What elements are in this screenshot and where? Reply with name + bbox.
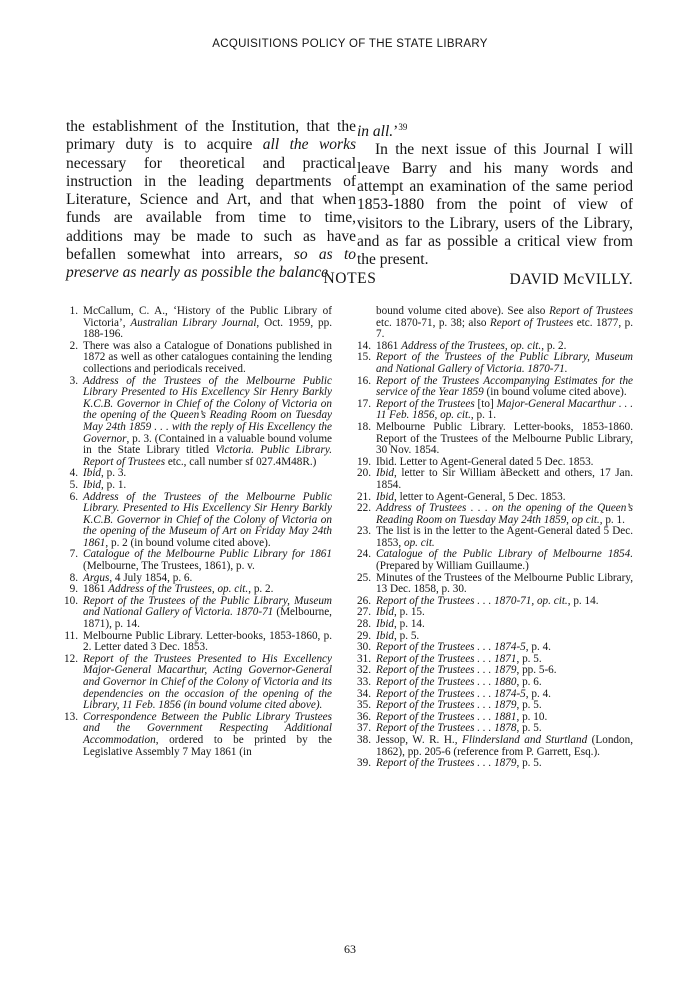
note-number: 24. [357, 548, 371, 561]
note-number: 38. [357, 733, 371, 746]
notes-right-column [357, 306, 633, 770]
note-number: 17. [357, 397, 371, 410]
note-text: McCallum, C. A., ‘History of the Public Library of Victoria’, Australian Library Journal, Oct. 1959, pp. 188-196. [83, 305, 332, 341]
note-number: 23. [357, 525, 371, 538]
note-item [357, 352, 633, 375]
note-text: Ibid, letter to Agent-General, 5 Dec. 1853. [376, 490, 566, 503]
note-number: 35. [357, 699, 371, 712]
note-text: 1861 Address of the Trustees, op. cit., p. 2. [376, 339, 567, 352]
note-number: 6. [69, 490, 78, 503]
note-text: The list is in the letter to the Agent-General dated 5 Dec. 1853, op. cit. [376, 525, 633, 549]
note-text: Ibid, p. 14. [376, 618, 425, 631]
note-text: Report of the Trustees . . . 1879, p. 5. [376, 699, 542, 712]
note-text: There was also a Catalogue of Donations published in 1872 as well as other catalogues containing the lending collections and periodicals received. [83, 339, 332, 375]
note-text: Melbourne Public Library. Letter-books, 1853-1860. Report of the Trustees of the Melbourne Public Library, 30 Nov. 1854. [376, 420, 633, 457]
note-text: Minutes of the Trustees of the Melbourne Public Library, 13 Dec. 1858, p. 30. [376, 571, 633, 596]
note-number: 27. [357, 606, 371, 619]
note-text: 1861 Address of the Trustees, op. cit., p. 2. [83, 583, 274, 596]
note-number: 13. [64, 710, 78, 723]
body-text-left-column [66, 118, 356, 283]
note-text: Ibid, p. 15. [376, 606, 425, 619]
note-text: Report of the Trustees of the Public Library, Museum and National Gallery of Victoria. 1870-71 (Melbourne, 1871), p. 14. [83, 594, 332, 631]
note-item [64, 712, 332, 758]
body-paragraph-closing: In the next issue of this Journal I will leave Barry and his many words and attempt an examination of the same period 1853-1880 from the point of view of visitors to the Library, users of the Library, and as far as possible a critical view from the present. [357, 141, 633, 269]
note-text: Ibid, letter to Sir William àBeckett and others, 17 Jan. 1854. [376, 467, 633, 491]
note-item [357, 503, 633, 526]
note-number: 25. [357, 571, 371, 584]
note-item [64, 631, 332, 654]
note-number: 15. [357, 351, 371, 364]
note-text: Report of the Trustees of the Public Library, Museum and National Gallery of Victoria. 1870-71. [376, 351, 633, 375]
note-number: 8. [69, 571, 78, 584]
note-number: 7. [69, 548, 78, 561]
note-item [64, 492, 332, 550]
note-number: 2. [69, 339, 78, 352]
note-number: 39. [357, 757, 371, 770]
note-number: 12. [64, 652, 78, 665]
note-item [357, 399, 633, 422]
running-header: ACQUISITIONS POLICY OF THE STATE LIBRARY [212, 38, 488, 50]
note-text: Catalogue of the Public Library of Melbourne 1854. (Prepared by William Guillaume.) [376, 548, 633, 573]
note-number: 5. [69, 478, 78, 491]
note-item [64, 376, 332, 469]
note-item [357, 422, 633, 457]
author-signature: DAVID McVILLY. [509, 270, 633, 288]
note-number: 14. [357, 339, 371, 352]
note-number: 36. [357, 710, 371, 723]
note-text: Ibid, p. 1. [83, 478, 127, 491]
note-number: 33. [357, 676, 371, 688]
note-number: 28. [357, 618, 371, 631]
note-item [357, 735, 633, 758]
body-paragraph-continued: the establishment of the Institution, that the primary duty is to acquire all the works necessary for theoretical and practical instruction in the leading departments of Literature, Science and Art, and that when funds are available from time to time, additions may be made to such as have befallen somewhat into arrears, so as to preserve as nearly as possible the balance [66, 118, 357, 282]
note-text: Report of the Trustees Accompanying Estimates for the service of the Year 1859 (in bound volume cited above). [376, 374, 633, 399]
note-text: Report of the Trustees [to] Major-General Macarthur . . . 11 Feb. 1856, op. cit., p. 1. [376, 397, 634, 422]
note-number: 34. [357, 687, 371, 700]
note-text: Report of the Trustees . . . 1879, p. 5. [376, 757, 542, 770]
note-item [357, 758, 633, 770]
note-number: 1. [69, 305, 78, 317]
note-text: Report of the Trustees . . . 1879, pp. 5-6. [376, 664, 557, 677]
note-text: Report of the Trustees . . . 1881, p. 10. [376, 710, 548, 723]
note-number: 22. [357, 502, 371, 515]
note-number: 4. [69, 467, 78, 480]
note-item [357, 468, 633, 491]
note-number: 29. [357, 629, 371, 642]
note-item [64, 596, 332, 631]
body-paragraph-end: in all.’$^{39}$ [357, 122, 408, 141]
page-number: 63 [344, 942, 356, 956]
note-text: Jessop, W. R. H., Flindersland and Sturtland (London, 1862), pp. 205-6 (reference from P. Garrett, Esq.). [376, 733, 634, 758]
note-text: Ibid. Letter to Agent-General dated 5 Dec. 1853. [376, 455, 594, 468]
body-text-right-column [357, 118, 633, 289]
note-item [64, 654, 332, 712]
note-text: Catalogue of the Melbourne Public Library for 1861 (Melbourne, The Trustees, 1861), p. v. [83, 548, 332, 573]
note-item [357, 526, 633, 549]
note-text: bound volume cited above). See also Report of Trustees etc. 1870-71, p. 38; also Report of Trustees etc. 1877, p. 7. [376, 305, 633, 341]
note-number: 30. [357, 641, 371, 654]
note-item [64, 549, 332, 572]
note-number: 16. [357, 374, 371, 387]
note-text: Correspondence Between the Public Library Trustees and the Government Respecting Additional Accommodation, ordered to be printed by the Legislative Assembly 7 May 1861 (in [83, 710, 332, 758]
note-text: Argus, 4 July 1854, p. 6. [83, 571, 193, 584]
note-text: Ibid, p. 5. [376, 629, 420, 642]
note-item [357, 573, 633, 596]
note-text: Report of the Trustees Presented to His Excellency Major-General Macarthur, Acting Governor-General and Governor in Chief of the Colony of Victoria and its dependencies on the occasion of the opening of the Library, 11 Feb. 1856 (in bound volume cited above). [83, 652, 332, 712]
note-number: 9. [69, 583, 78, 596]
note-text: Ibid, p. 3. [83, 467, 127, 480]
note-number: 3. [69, 374, 78, 387]
note-item [357, 306, 633, 341]
note-number: 26. [357, 594, 371, 607]
note-item [357, 549, 633, 572]
note-text: Report of the Trustees . . . 1874-5, p. 4. [376, 687, 551, 700]
note-text: Report of the Trustees . . . 1874-5, p. 4. [376, 641, 551, 654]
note-text: Report of the Trustees . . . 1871, p. 5. [376, 652, 542, 665]
note-text: Report of the Trustees . . . 1878, p. 5. [376, 722, 542, 735]
note-item [357, 376, 633, 399]
note-text: Address of Trustees . . . on the opening of the Queen’s Reading Room on Tuesday May 24th 1859, op cit., p. 1. [376, 502, 633, 526]
note-number: 20. [357, 467, 371, 480]
note-number: 18. [357, 420, 371, 433]
notes-left-column [64, 306, 332, 758]
note-number: 19. [357, 455, 371, 468]
note-text: Melbourne Public Library. Letter-books, 1853-1860, p. 2. Letter dated 3 Dec. 1853. [83, 629, 332, 654]
note-text: Address of the Trustees of the Melbourne Public Library. Presented to His Excellency Sir Henry Barkly K.C.B. Governor in Chief of the Colony of Victoria on the opening of the Museum of Art on Friday May 24th 1861, p. 2 (in bound volume cited above). [83, 490, 332, 549]
note-number: 37. [357, 722, 371, 735]
note-text: Address of the Trustees of the Melbourne Public Library Presented to His Excellency Sir Henry Barkly K.C.B. Governor in Chief of the Colony of Victoria on the opening of the Queen’s Reading Room on Tuesday May 24th 1859 . . . with the reply of His Excellency the Governor, p. 3. (Contained in a valuable bound volume in the State Library titled Victoria. Public Library. Report of Trustees etc., call number sf 027.4M48R.) [83, 374, 332, 468]
note-number: 11. [64, 629, 78, 642]
note-number: 31. [357, 652, 371, 665]
note-number: 10. [64, 594, 78, 607]
notes-heading: NOTES [323, 270, 377, 287]
note-number: 32. [357, 664, 371, 677]
note-item [64, 306, 332, 341]
note-item [64, 341, 332, 376]
note-text: Report of the Trustees . . . 1880, p. 6. [376, 676, 542, 688]
note-text: Report of the Trustees . . . 1870-71, op. cit., p. 14. [376, 594, 599, 607]
note-number: 21. [357, 490, 371, 503]
